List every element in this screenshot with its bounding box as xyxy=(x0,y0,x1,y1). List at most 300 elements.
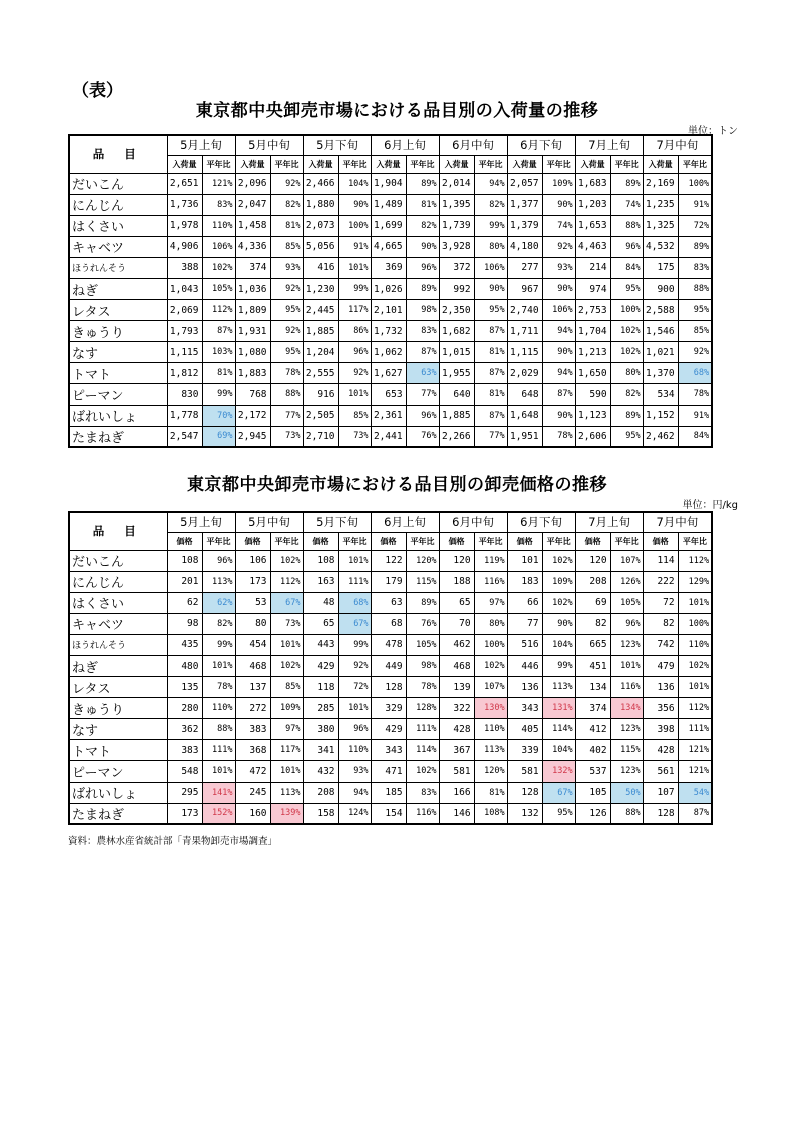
ratio-cell: 82% xyxy=(474,194,507,215)
table-row xyxy=(69,592,712,613)
sub-header-b: 平年比 xyxy=(202,155,235,173)
ratio-cell: 87% xyxy=(474,405,507,426)
table-row xyxy=(69,719,712,740)
value-cell: 322 xyxy=(439,698,474,719)
value-cell: 108 xyxy=(167,550,202,571)
ratio-cell: 96% xyxy=(338,342,371,363)
ratio-cell: 110% xyxy=(202,698,235,719)
ratio-cell: 80% xyxy=(474,613,507,634)
period-header: 5月中旬 xyxy=(235,135,303,155)
sub-header-a: 価格 xyxy=(643,532,678,550)
value-cell: 435 xyxy=(167,634,202,655)
value-cell: 128 xyxy=(643,803,678,824)
value-cell: 1,812 xyxy=(167,363,202,384)
table-row xyxy=(69,613,712,634)
value-cell: 1,458 xyxy=(235,215,270,236)
value-cell: 5,056 xyxy=(303,236,338,257)
sub-header-b: 平年比 xyxy=(542,155,575,173)
price-table xyxy=(68,511,713,825)
sub-header-b: 平年比 xyxy=(338,155,371,173)
sub-header-a: 価格 xyxy=(235,532,270,550)
period-header: 7月上旬 xyxy=(575,512,643,532)
ratio-cell: 88% xyxy=(610,215,643,236)
ratio-cell: 67% xyxy=(338,613,371,634)
ratio-cell: 95% xyxy=(610,426,643,447)
ratio-cell: 83% xyxy=(202,194,235,215)
table-row xyxy=(69,342,712,363)
ratio-cell: 87% xyxy=(678,803,712,824)
item-name: ばれいしょ xyxy=(69,405,167,426)
value-cell: 1,230 xyxy=(303,278,338,299)
value-cell: 454 xyxy=(235,634,270,655)
value-cell: 2,753 xyxy=(575,300,610,321)
ratio-cell: 101% xyxy=(610,655,643,676)
ratio-cell: 77% xyxy=(406,384,439,405)
value-cell: 69 xyxy=(575,592,610,613)
table-row xyxy=(69,215,712,236)
value-cell: 120 xyxy=(575,550,610,571)
table-row xyxy=(69,278,712,299)
value-cell: 1,778 xyxy=(167,405,202,426)
ratio-cell: 102% xyxy=(406,761,439,782)
table-row xyxy=(69,740,712,761)
value-cell: 640 xyxy=(439,384,474,405)
value-cell: 101 xyxy=(507,550,542,571)
header-row-periods xyxy=(69,512,712,532)
ratio-cell: 96% xyxy=(406,405,439,426)
ratio-cell: 111% xyxy=(202,740,235,761)
ratio-cell: 114% xyxy=(542,719,575,740)
value-cell: 339 xyxy=(507,740,542,761)
ratio-cell: 82% xyxy=(610,384,643,405)
sub-header-a: 価格 xyxy=(371,532,406,550)
value-cell: 185 xyxy=(371,782,406,803)
sub-header-a: 入荷量 xyxy=(303,155,338,173)
value-cell: 122 xyxy=(371,550,406,571)
value-cell: 428 xyxy=(643,740,678,761)
value-cell: 2,441 xyxy=(371,426,406,447)
value-cell: 2,547 xyxy=(167,426,202,447)
ratio-cell: 89% xyxy=(610,405,643,426)
table-row xyxy=(69,405,712,426)
ratio-cell: 92% xyxy=(338,363,371,384)
value-cell: 343 xyxy=(371,740,406,761)
period-header: 7月上旬 xyxy=(575,135,643,155)
period-header: 5月上旬 xyxy=(167,135,235,155)
table-row xyxy=(69,173,712,194)
ratio-cell: 85% xyxy=(270,677,303,698)
value-cell: 398 xyxy=(643,719,678,740)
ratio-cell: 99% xyxy=(338,278,371,299)
period-header: 7月中旬 xyxy=(643,135,712,155)
value-cell: 2,945 xyxy=(235,426,270,447)
ratio-cell: 102% xyxy=(678,655,712,676)
ratio-cell: 92% xyxy=(678,342,712,363)
value-cell: 272 xyxy=(235,698,270,719)
value-cell: 201 xyxy=(167,571,202,592)
ratio-cell: 106% xyxy=(474,257,507,278)
ratio-cell: 109% xyxy=(270,698,303,719)
value-cell: 916 xyxy=(303,384,338,405)
ratio-cell: 134% xyxy=(610,698,643,719)
sub-header-a: 入荷量 xyxy=(643,155,678,173)
item-name: キャベツ xyxy=(69,613,167,634)
ratio-cell: 121% xyxy=(678,740,712,761)
value-cell: 1,115 xyxy=(167,342,202,363)
value-cell: 372 xyxy=(439,257,474,278)
ratio-cell: 82% xyxy=(406,215,439,236)
value-cell: 2,555 xyxy=(303,363,338,384)
ratio-cell: 78% xyxy=(678,384,712,405)
ratio-cell: 96% xyxy=(406,257,439,278)
value-cell: 108 xyxy=(303,550,338,571)
value-cell: 1,904 xyxy=(371,173,406,194)
value-cell: 160 xyxy=(235,803,270,824)
ratio-cell: 102% xyxy=(610,321,643,342)
ratio-cell: 120% xyxy=(474,761,507,782)
value-cell: 118 xyxy=(303,677,338,698)
ratio-cell: 101% xyxy=(270,634,303,655)
value-cell: 405 xyxy=(507,719,542,740)
value-cell: 1,880 xyxy=(303,194,338,215)
ratio-cell: 89% xyxy=(610,173,643,194)
value-cell: 1,809 xyxy=(235,300,270,321)
ratio-cell: 81% xyxy=(474,384,507,405)
value-cell: 1,489 xyxy=(371,194,406,215)
ratio-cell: 132% xyxy=(542,761,575,782)
value-cell: 1,683 xyxy=(575,173,610,194)
ratio-cell: 101% xyxy=(338,698,371,719)
ratio-cell: 74% xyxy=(610,194,643,215)
value-cell: 1,213 xyxy=(575,342,610,363)
ratio-cell: 82% xyxy=(202,613,235,634)
ratio-cell: 89% xyxy=(406,173,439,194)
ratio-cell: 80% xyxy=(610,363,643,384)
table-row xyxy=(69,655,712,676)
value-cell: 1,115 xyxy=(507,342,542,363)
value-cell: 446 xyxy=(507,655,542,676)
value-cell: 1,370 xyxy=(643,363,678,384)
sub-header-a: 入荷量 xyxy=(167,155,202,173)
ratio-cell: 90% xyxy=(406,236,439,257)
ratio-cell: 93% xyxy=(270,257,303,278)
ratio-cell: 87% xyxy=(202,321,235,342)
sub-header-b: 平年比 xyxy=(406,532,439,550)
value-cell: 1,739 xyxy=(439,215,474,236)
value-cell: 2,361 xyxy=(371,405,406,426)
value-cell: 534 xyxy=(643,384,678,405)
value-cell: 432 xyxy=(303,761,338,782)
ratio-cell: 99% xyxy=(542,655,575,676)
value-cell: 1,627 xyxy=(371,363,406,384)
value-cell: 402 xyxy=(575,740,610,761)
ratio-cell: 110% xyxy=(338,740,371,761)
ratio-cell: 106% xyxy=(202,236,235,257)
value-cell: 166 xyxy=(439,782,474,803)
ratio-cell: 104% xyxy=(542,740,575,761)
item-name: なす xyxy=(69,719,167,740)
value-cell: 1,036 xyxy=(235,278,270,299)
value-cell: 48 xyxy=(303,592,338,613)
item-name: ねぎ xyxy=(69,655,167,676)
value-cell: 1,235 xyxy=(643,194,678,215)
ratio-cell: 92% xyxy=(270,321,303,342)
ratio-cell: 77% xyxy=(474,426,507,447)
ratio-cell: 110% xyxy=(474,719,507,740)
value-cell: 830 xyxy=(167,384,202,405)
ratio-cell: 116% xyxy=(610,677,643,698)
ratio-cell: 107% xyxy=(610,550,643,571)
item-name: だいこん xyxy=(69,173,167,194)
value-cell: 428 xyxy=(439,719,474,740)
ratio-cell: 152% xyxy=(202,803,235,824)
value-cell: 1,883 xyxy=(235,363,270,384)
ratio-cell: 68% xyxy=(338,592,371,613)
ratio-cell: 110% xyxy=(202,215,235,236)
value-cell: 1,711 xyxy=(507,321,542,342)
ratio-cell: 98% xyxy=(406,300,439,321)
ratio-cell: 102% xyxy=(270,655,303,676)
ratio-cell: 130% xyxy=(474,698,507,719)
ratio-cell: 89% xyxy=(406,592,439,613)
ratio-cell: 83% xyxy=(406,782,439,803)
ratio-cell: 85% xyxy=(338,405,371,426)
value-cell: 648 xyxy=(507,384,542,405)
value-cell: 77 xyxy=(507,613,542,634)
value-cell: 368 xyxy=(235,740,270,761)
value-cell: 2,069 xyxy=(167,300,202,321)
ratio-cell: 102% xyxy=(270,550,303,571)
value-cell: 154 xyxy=(371,803,406,824)
value-cell: 449 xyxy=(371,655,406,676)
ratio-cell: 97% xyxy=(474,592,507,613)
value-cell: 2,740 xyxy=(507,300,542,321)
ratio-cell: 101% xyxy=(678,592,712,613)
value-cell: 768 xyxy=(235,384,270,405)
item-header: 品 目 xyxy=(69,512,167,550)
value-cell: 665 xyxy=(575,634,610,655)
value-cell: 277 xyxy=(507,257,542,278)
ratio-cell: 114% xyxy=(406,740,439,761)
ratio-cell: 76% xyxy=(406,613,439,634)
value-cell: 136 xyxy=(643,677,678,698)
value-cell: 126 xyxy=(575,803,610,824)
value-cell: 183 xyxy=(507,571,542,592)
ratio-cell: 95% xyxy=(474,300,507,321)
value-cell: 3,928 xyxy=(439,236,474,257)
ratio-cell: 102% xyxy=(202,257,235,278)
ratio-cell: 81% xyxy=(202,363,235,384)
value-cell: 2,172 xyxy=(235,405,270,426)
value-cell: 1,203 xyxy=(575,194,610,215)
ratio-cell: 74% xyxy=(542,215,575,236)
ratio-cell: 102% xyxy=(542,592,575,613)
table-row xyxy=(69,194,712,215)
sub-header-b: 平年比 xyxy=(202,532,235,550)
value-cell: 2,466 xyxy=(303,173,338,194)
ratio-cell: 107% xyxy=(474,677,507,698)
ratio-cell: 113% xyxy=(474,740,507,761)
ratio-cell: 86% xyxy=(338,321,371,342)
value-cell: 1,736 xyxy=(167,194,202,215)
table-row xyxy=(69,426,712,447)
value-cell: 134 xyxy=(575,677,610,698)
value-cell: 1,931 xyxy=(235,321,270,342)
period-header: 6月下旬 xyxy=(507,135,575,155)
table-row xyxy=(69,803,712,824)
value-cell: 1,650 xyxy=(575,363,610,384)
ratio-cell: 92% xyxy=(542,236,575,257)
ratio-cell: 87% xyxy=(474,321,507,342)
value-cell: 158 xyxy=(303,803,338,824)
ratio-cell: 101% xyxy=(202,761,235,782)
value-cell: 341 xyxy=(303,740,338,761)
value-cell: 163 xyxy=(303,571,338,592)
value-cell: 208 xyxy=(575,571,610,592)
value-cell: 462 xyxy=(439,634,474,655)
ratio-cell: 99% xyxy=(338,634,371,655)
sub-header-a: 価格 xyxy=(439,532,474,550)
ratio-cell: 87% xyxy=(406,342,439,363)
period-header: 5月中旬 xyxy=(235,512,303,532)
ratio-cell: 94% xyxy=(542,363,575,384)
value-cell: 412 xyxy=(575,719,610,740)
item-name: トマト xyxy=(69,363,167,384)
ratio-cell: 100% xyxy=(678,613,712,634)
price-table-title: 東京都中央卸売市場における品目別の卸売価格の推移 xyxy=(187,475,607,495)
ratio-cell: 141% xyxy=(202,782,235,803)
value-cell: 451 xyxy=(575,655,610,676)
value-cell: 2,057 xyxy=(507,173,542,194)
ratio-cell: 78% xyxy=(542,426,575,447)
ratio-cell: 90% xyxy=(474,278,507,299)
sub-header-b: 平年比 xyxy=(678,532,712,550)
value-cell: 1,325 xyxy=(643,215,678,236)
ratio-cell: 92% xyxy=(270,278,303,299)
value-cell: 2,462 xyxy=(643,426,678,447)
ratio-cell: 123% xyxy=(610,634,643,655)
ratio-cell: 131% xyxy=(542,698,575,719)
ratio-cell: 80% xyxy=(474,236,507,257)
value-cell: 63 xyxy=(371,592,406,613)
item-name: なす xyxy=(69,342,167,363)
ratio-cell: 78% xyxy=(406,677,439,698)
value-cell: 479 xyxy=(643,655,678,676)
ratio-cell: 98% xyxy=(406,655,439,676)
item-name: ピーマン xyxy=(69,384,167,405)
item-name: トマト xyxy=(69,740,167,761)
ratio-cell: 109% xyxy=(542,571,575,592)
value-cell: 383 xyxy=(167,740,202,761)
ratio-cell: 113% xyxy=(270,782,303,803)
ratio-cell: 90% xyxy=(542,613,575,634)
ratio-cell: 83% xyxy=(678,257,712,278)
value-cell: 1,699 xyxy=(371,215,406,236)
ratio-cell: 121% xyxy=(678,761,712,782)
ratio-cell: 69% xyxy=(202,426,235,447)
ratio-cell: 111% xyxy=(406,719,439,740)
period-header: 6月下旬 xyxy=(507,512,575,532)
period-header: 7月中旬 xyxy=(643,512,712,532)
ratio-cell: 99% xyxy=(202,634,235,655)
sub-header-a: 入荷量 xyxy=(507,155,542,173)
volume-table-unit: 単位：トン xyxy=(688,126,738,137)
ratio-cell: 92% xyxy=(270,173,303,194)
ratio-cell: 88% xyxy=(202,719,235,740)
table-row xyxy=(69,300,712,321)
value-cell: 285 xyxy=(303,698,338,719)
value-cell: 2,606 xyxy=(575,426,610,447)
period-header: 6月中旬 xyxy=(439,135,507,155)
value-cell: 2,101 xyxy=(371,300,406,321)
value-cell: 1,026 xyxy=(371,278,406,299)
item-name: ピーマン xyxy=(69,761,167,782)
ratio-cell: 93% xyxy=(338,761,371,782)
item-name: にんじん xyxy=(69,571,167,592)
ratio-cell: 110% xyxy=(678,634,712,655)
ratio-cell: 95% xyxy=(610,278,643,299)
value-cell: 1,951 xyxy=(507,426,542,447)
ratio-cell: 101% xyxy=(338,384,371,405)
value-cell: 416 xyxy=(303,257,338,278)
ratio-cell: 97% xyxy=(270,719,303,740)
ratio-cell: 90% xyxy=(542,278,575,299)
ratio-cell: 90% xyxy=(542,194,575,215)
ratio-cell: 105% xyxy=(202,278,235,299)
sub-header-a: 価格 xyxy=(575,532,610,550)
value-cell: 4,532 xyxy=(643,236,678,257)
sub-header-b: 平年比 xyxy=(270,155,303,173)
ratio-cell: 139% xyxy=(270,803,303,824)
item-name: きゅうり xyxy=(69,321,167,342)
value-cell: 82 xyxy=(643,613,678,634)
value-cell: 388 xyxy=(167,257,202,278)
value-cell: 2,445 xyxy=(303,300,338,321)
sub-header-b: 平年比 xyxy=(610,155,643,173)
value-cell: 369 xyxy=(371,257,406,278)
value-cell: 468 xyxy=(439,655,474,676)
item-name: ほうれんそう xyxy=(69,634,167,655)
ratio-cell: 95% xyxy=(542,803,575,824)
header-row-periods xyxy=(69,135,712,155)
source-note: 資料：農林水産省統計部「青果物卸売市場調査」 xyxy=(68,836,278,847)
item-name: レタス xyxy=(69,300,167,321)
value-cell: 68 xyxy=(371,613,406,634)
sub-header-b: 平年比 xyxy=(542,532,575,550)
period-header: 5月下旬 xyxy=(303,512,371,532)
ratio-cell: 89% xyxy=(406,278,439,299)
ratio-cell: 101% xyxy=(270,761,303,782)
value-cell: 548 xyxy=(167,761,202,782)
value-cell: 1,379 xyxy=(507,215,542,236)
item-name: たまねぎ xyxy=(69,426,167,447)
value-cell: 66 xyxy=(507,592,542,613)
ratio-cell: 72% xyxy=(678,215,712,236)
value-cell: 590 xyxy=(575,384,610,405)
value-cell: 280 xyxy=(167,698,202,719)
ratio-cell: 63% xyxy=(406,363,439,384)
volume-table xyxy=(68,134,713,448)
sub-header-b: 平年比 xyxy=(474,532,507,550)
ratio-cell: 89% xyxy=(678,236,712,257)
value-cell: 2,029 xyxy=(507,363,542,384)
ratio-cell: 116% xyxy=(474,571,507,592)
ratio-cell: 68% xyxy=(678,363,712,384)
value-cell: 1,648 xyxy=(507,405,542,426)
value-cell: 4,665 xyxy=(371,236,406,257)
ratio-cell: 112% xyxy=(678,550,712,571)
sub-header-b: 平年比 xyxy=(270,532,303,550)
